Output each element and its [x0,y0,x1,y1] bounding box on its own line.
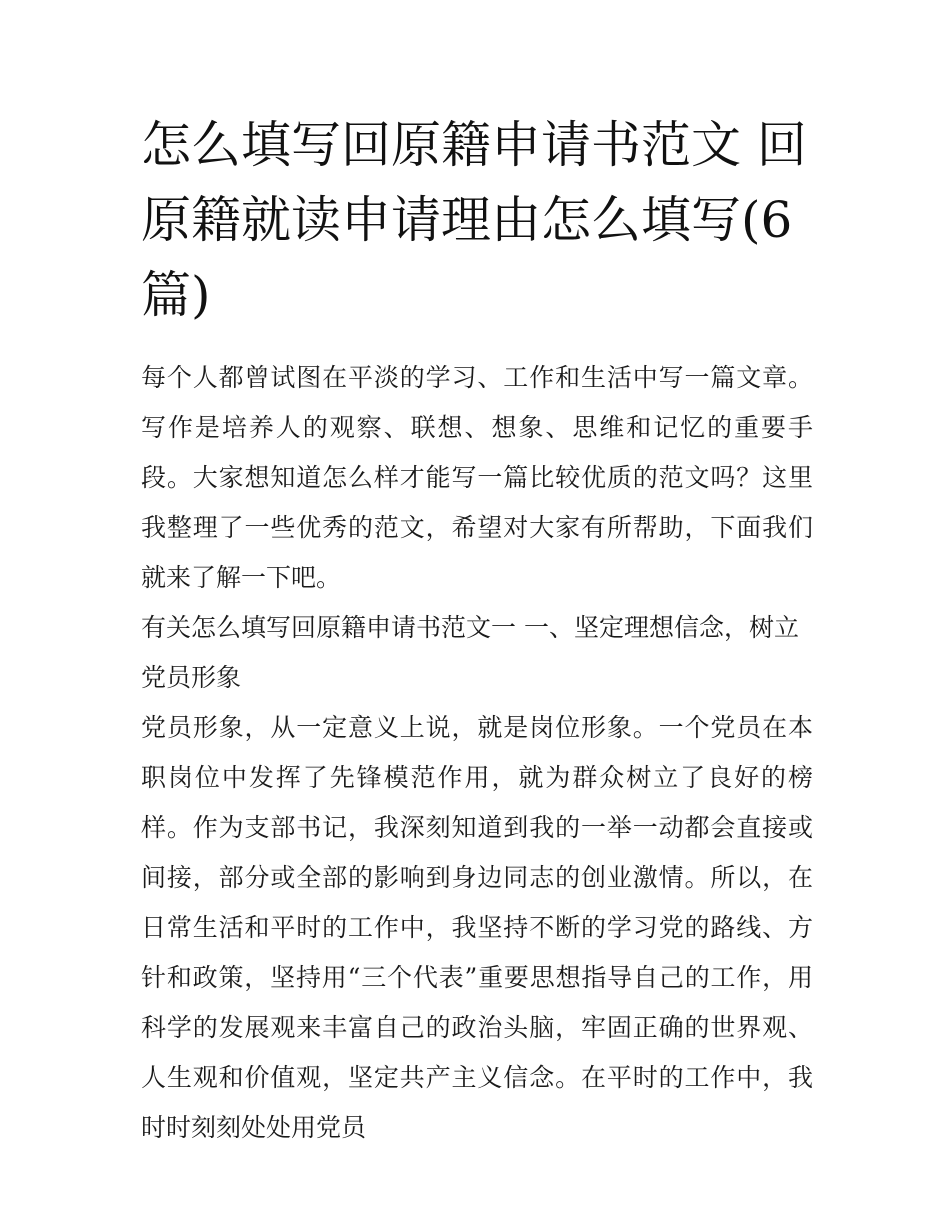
document-title: 怎么填写回原籍申请书范文 回原籍就读申请理由怎么填写(6篇) [141,116,807,324]
body-paragraph: 党员形象，从一定意义上说，就是岗位形象。一个党员在本职岗位中发挥了先锋模范作用，就为群众树立了良好的榜样。作为支部书记，我深刻知道到我的一举一动都会直接或间接，部分或全部的影响到身边同志的创业激情。所以，在日常生活和平时的工作中，我坚持不断的学习党的路线、方针和政策，坚持用“三个代表”重要思想指导自己的工作，用科学的发展观来丰富自己的政治头脑，牢固正确的世界观、人生观和价值观，坚定共产主义信念。在平时的工作中，我时时刻刻处处用党员 [141,713,813,1142]
intro-paragraph: 每个人都曾试图在平淡的学习、工作和生活中写一篇文章。写作是培养人的观察、联想、想象、思维和记忆的重要手段。大家想知道怎么样才能写一篇比较优质的范文吗？这里我整理了一些优秀的范文，希望对大家有所帮助，下面我们就来了解一下吧。 [141,363,813,592]
section-heading: 有关怎么填写回原籍申请书范文一 一、坚定理想信念，树立党员形象 [141,613,799,692]
document-page [141,108,813,1153]
